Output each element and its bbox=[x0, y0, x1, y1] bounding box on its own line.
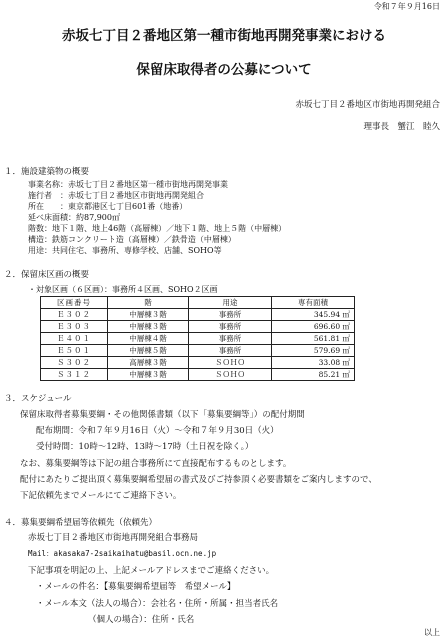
cell-floor: 中層棟３階 bbox=[108, 309, 189, 321]
table-row bbox=[41, 321, 355, 333]
schedule-line: 保留床取得者募集要綱・その他関係書類（以下「募集要綱等」）の配付期間 bbox=[20, 410, 305, 420]
schedule-line: 配付にあたりご提出頂く募集要綱希望届の書式及びご持参頂く必要書類をご案内しますので、 bbox=[20, 475, 377, 485]
cell-unit: Ｓ３１２ bbox=[41, 369, 108, 381]
cell-floor: 中層棟５階 bbox=[108, 345, 189, 357]
cell-unit: Ｅ５０１ bbox=[41, 345, 108, 357]
units-table bbox=[40, 296, 355, 381]
issuer-org: 赤坂七丁目２番地区市街地再開発組合 bbox=[295, 100, 440, 110]
issuer-chief: 理事長 蟹江 睦久 bbox=[363, 122, 440, 132]
cell-use: 事務所 bbox=[189, 345, 272, 357]
table-row bbox=[41, 333, 355, 345]
column-header: 区画番号 bbox=[41, 297, 108, 309]
table-row bbox=[41, 357, 355, 369]
page-title-line1: 赤坂七丁目２番地区第一種市街地再開発事業における bbox=[62, 28, 386, 44]
column-header: 用途 bbox=[189, 297, 272, 309]
table-row bbox=[41, 309, 355, 321]
cell-unit: Ｅ３０２ bbox=[41, 309, 108, 321]
cell-area: 33.08 ㎡ bbox=[272, 357, 355, 369]
section1-item: 構造：鉄筋コンクリート造（高層棟）／鉄骨造（中層棟） bbox=[28, 235, 236, 244]
contact-line: ・メールの件名：【募集要綱希望届等 希望メール】 bbox=[36, 582, 236, 592]
section1-item: 階数：地下１階、地上46階（高層棟）／地下１階、地上５階（中層棟） bbox=[28, 224, 287, 233]
cell-unit: Ｅ３０３ bbox=[41, 321, 108, 333]
cell-floor: 中層棟４階 bbox=[108, 333, 189, 345]
contact-email[interactable]: Mail：akasaka7-2saikaihatu@basil.ocn.ne.jp bbox=[28, 549, 217, 558]
section1-item: 用途：共同住宅、事務所、専修学校、店舗、SOHO等 bbox=[28, 246, 222, 255]
cell-area: 579.69 ㎡ bbox=[272, 345, 355, 357]
cell-use: 事務所 bbox=[189, 309, 272, 321]
schedule-line: なお、募集要綱等は下記の組合事務所にて直接配布するものとします。 bbox=[20, 459, 292, 469]
issue-date: 令和７年９月16日 bbox=[373, 2, 440, 11]
schedule-line: 下記依頼先までメールにてご連絡下さい。 bbox=[20, 491, 182, 501]
schedule-line: 受付時間：10時～12時、13時～17時（土日祝を除く。） bbox=[36, 442, 254, 452]
table-row bbox=[41, 369, 355, 381]
section1-item: 施行者 ：赤坂七丁目２番地区市街地再開発組合 bbox=[28, 191, 204, 200]
section1-item: 延べ床面積：約87,900㎡ bbox=[28, 213, 120, 222]
cell-floor: 高層棟３階 bbox=[108, 357, 189, 369]
table-header-row bbox=[41, 297, 355, 309]
cell-area: 696.60 ㎡ bbox=[272, 321, 355, 333]
section4-heading: ４．募集要綱希望届等依頼先（依頼先） bbox=[4, 518, 158, 528]
schedule-line: 配布期間：令和７年９月16日（火）～令和７年９月30日（火） bbox=[36, 426, 279, 436]
cell-area: 85.21 ㎡ bbox=[272, 369, 355, 381]
section2-heading: ２．保留床区画の概要 bbox=[4, 270, 90, 280]
cell-use: 事務所 bbox=[189, 321, 272, 333]
section3-heading: ３．スケジュール bbox=[4, 394, 72, 404]
contact-line: 赤坂七丁目２番地区市街地再開発組合事務局 bbox=[28, 533, 199, 543]
column-header: 専有面積 bbox=[272, 297, 355, 309]
cell-area: 561.81 ㎡ bbox=[272, 333, 355, 345]
contact-line: （個人の場合）：住所・氏名 bbox=[88, 615, 195, 625]
cell-floor: 中層棟３階 bbox=[108, 369, 189, 381]
section1-heading: １．施設建築物の概要 bbox=[4, 167, 90, 177]
section1-item: 所在 ：東京都港区七丁目601番（地番） bbox=[28, 202, 188, 211]
cell-floor: 中層棟３階 bbox=[108, 321, 189, 333]
column-header: 階 bbox=[108, 297, 189, 309]
cell-unit: Ｓ３０２ bbox=[41, 357, 108, 369]
table-row bbox=[41, 345, 355, 357]
section2-target: ・対象区画（６区画）：事務所４区画、SOHO２区画 bbox=[28, 285, 218, 294]
cell-use: ＳＯＨＯ bbox=[189, 369, 272, 381]
section1-item: 事業名称：赤坂七丁目２番地区第一種市街地再開発事業 bbox=[28, 180, 228, 189]
cell-use: 事務所 bbox=[189, 333, 272, 345]
contact-line: 下記事項を明記の上、上記メールアドレスまでご連絡ください。 bbox=[28, 566, 275, 576]
cell-use: ＳＯＨＯ bbox=[189, 357, 272, 369]
end-mark: 以上 bbox=[424, 628, 440, 637]
cell-area: 345.94 ㎡ bbox=[272, 309, 355, 321]
cell-unit: Ｅ４０１ bbox=[41, 333, 108, 345]
page-title-line2: 保留床取得者の公募について bbox=[136, 62, 312, 78]
contact-line: ・メール本文（法人の場合）：会社名・住所・所属・担当者氏名 bbox=[36, 599, 279, 609]
